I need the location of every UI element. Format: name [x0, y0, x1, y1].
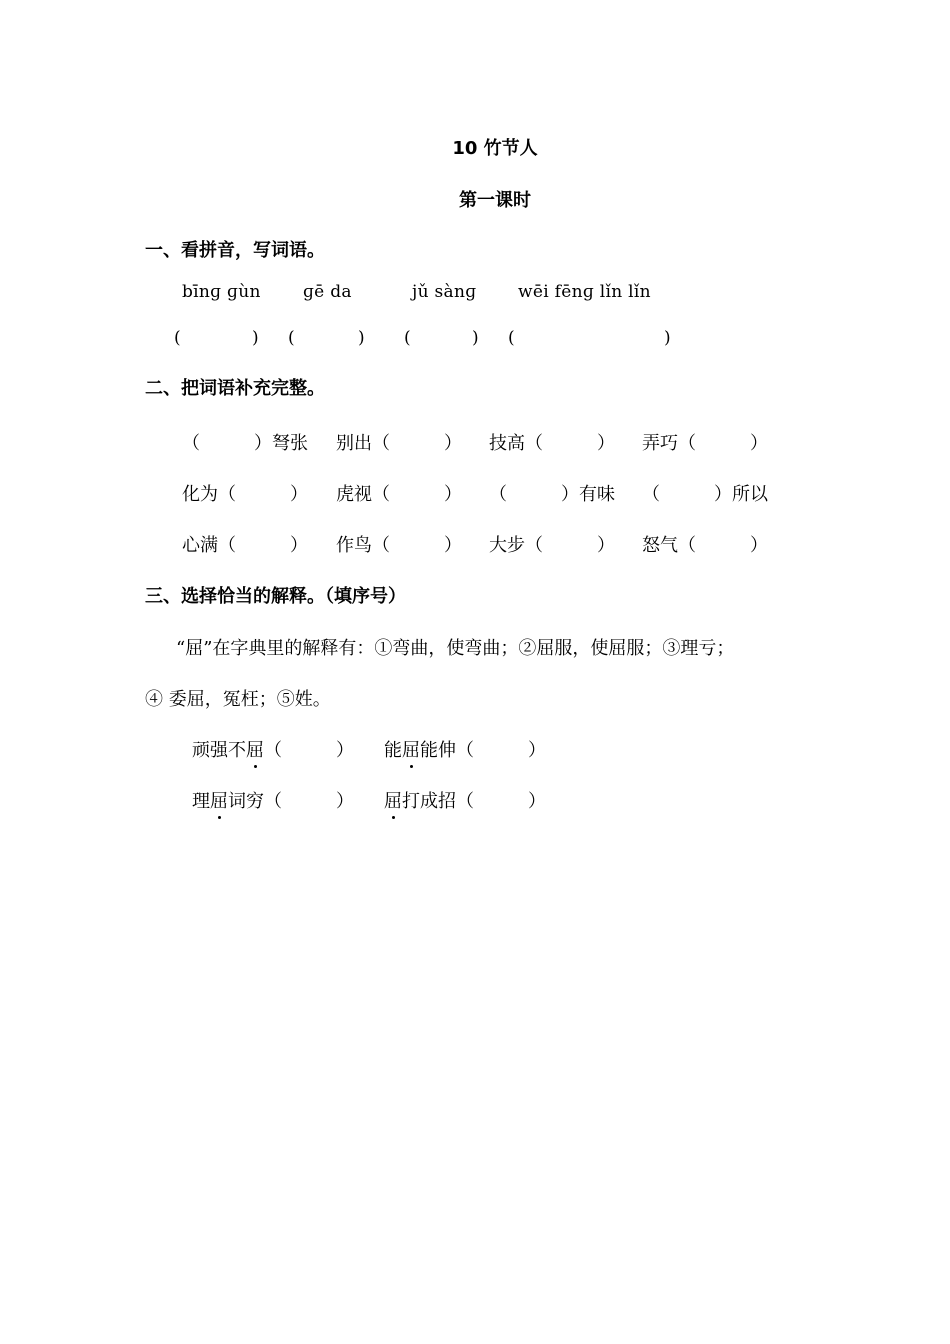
idiom-2-1[interactable]: 化为（ ）: [182, 484, 308, 505]
answer-blank-1-open[interactable]: (: [174, 328, 181, 348]
answer-blank[interactable]: （ ）: [264, 791, 354, 812]
word-part: 理: [192, 791, 210, 812]
word-item-4[interactable]: [384, 787, 546, 813]
answer-blank-4-open[interactable]: (: [508, 328, 515, 348]
word-part: 能: [384, 740, 402, 761]
answer-blank[interactable]: （ ）: [456, 791, 546, 812]
answer-blank[interactable]: （ ）: [456, 740, 546, 761]
answer-blank-2-close[interactable]: ): [358, 328, 365, 348]
idiom-3-3[interactable]: 大步（ ）: [489, 535, 615, 556]
answer-blank-3-close[interactable]: ): [472, 328, 479, 348]
definition-line-1: “屈”在字典里的解释有：①弯曲，使弯曲；②屈服，使屈服；③理亏；: [176, 638, 735, 659]
dotted-char: 屈: [384, 787, 402, 813]
section2-heading: 二、把词语补充完整。: [145, 378, 325, 399]
answer-blank[interactable]: （ ）: [264, 740, 354, 761]
word-part: 能伸: [420, 740, 456, 761]
answer-blank-3-open[interactable]: (: [404, 328, 411, 348]
dotted-char: 屈: [210, 787, 228, 813]
idiom-2-3[interactable]: （ ）有味: [489, 484, 615, 505]
word-item-3[interactable]: [192, 787, 354, 813]
word-item-1[interactable]: [192, 736, 354, 762]
pinyin-2: ɡē da: [303, 282, 352, 302]
answer-blank-1-close[interactable]: ): [252, 328, 259, 348]
definition-line-2: ④ 委屈，冤枉；⑤姓。: [145, 689, 331, 710]
answer-blank-4-close[interactable]: ): [664, 328, 671, 348]
idiom-2-2[interactable]: 虎视（ ）: [336, 484, 462, 505]
idiom-3-2[interactable]: 作鸟（ ）: [336, 535, 462, 556]
dotted-char: 屈: [402, 736, 420, 762]
idiom-1-2[interactable]: 别出（ ）: [336, 433, 462, 454]
idiom-3-1[interactable]: 心满（ ）: [182, 535, 308, 556]
word-item-2[interactable]: [384, 736, 546, 762]
lesson-subtitle: 第一课时: [459, 190, 531, 211]
dotted-char: 屈: [246, 736, 264, 762]
idiom-1-4[interactable]: 弄巧（ ）: [642, 433, 768, 454]
pinyin-3: jǔ sànɡ: [412, 282, 477, 302]
idiom-2-4[interactable]: （ ）所以: [642, 484, 768, 505]
idiom-3-4[interactable]: 怒气（ ）: [642, 535, 768, 556]
word-part: 打成招: [402, 791, 456, 812]
idiom-1-3[interactable]: 技高（ ）: [489, 433, 615, 454]
word-part: 词穷: [228, 791, 264, 812]
word-part: 顽强不: [192, 740, 246, 761]
section1-heading: 一、看拼音，写词语。: [145, 240, 325, 261]
pinyin-1: bīnɡ ɡùn: [182, 282, 261, 302]
idiom-1-1[interactable]: （ ）弩张: [182, 433, 308, 454]
answer-blank-2-open[interactable]: (: [288, 328, 295, 348]
pinyin-4: wēi fēnɡ lǐn lǐn: [518, 282, 651, 302]
lesson-title: 10 竹节人: [452, 138, 538, 159]
section3-heading: 三、选择恰当的解释。（填序号）: [145, 586, 406, 607]
